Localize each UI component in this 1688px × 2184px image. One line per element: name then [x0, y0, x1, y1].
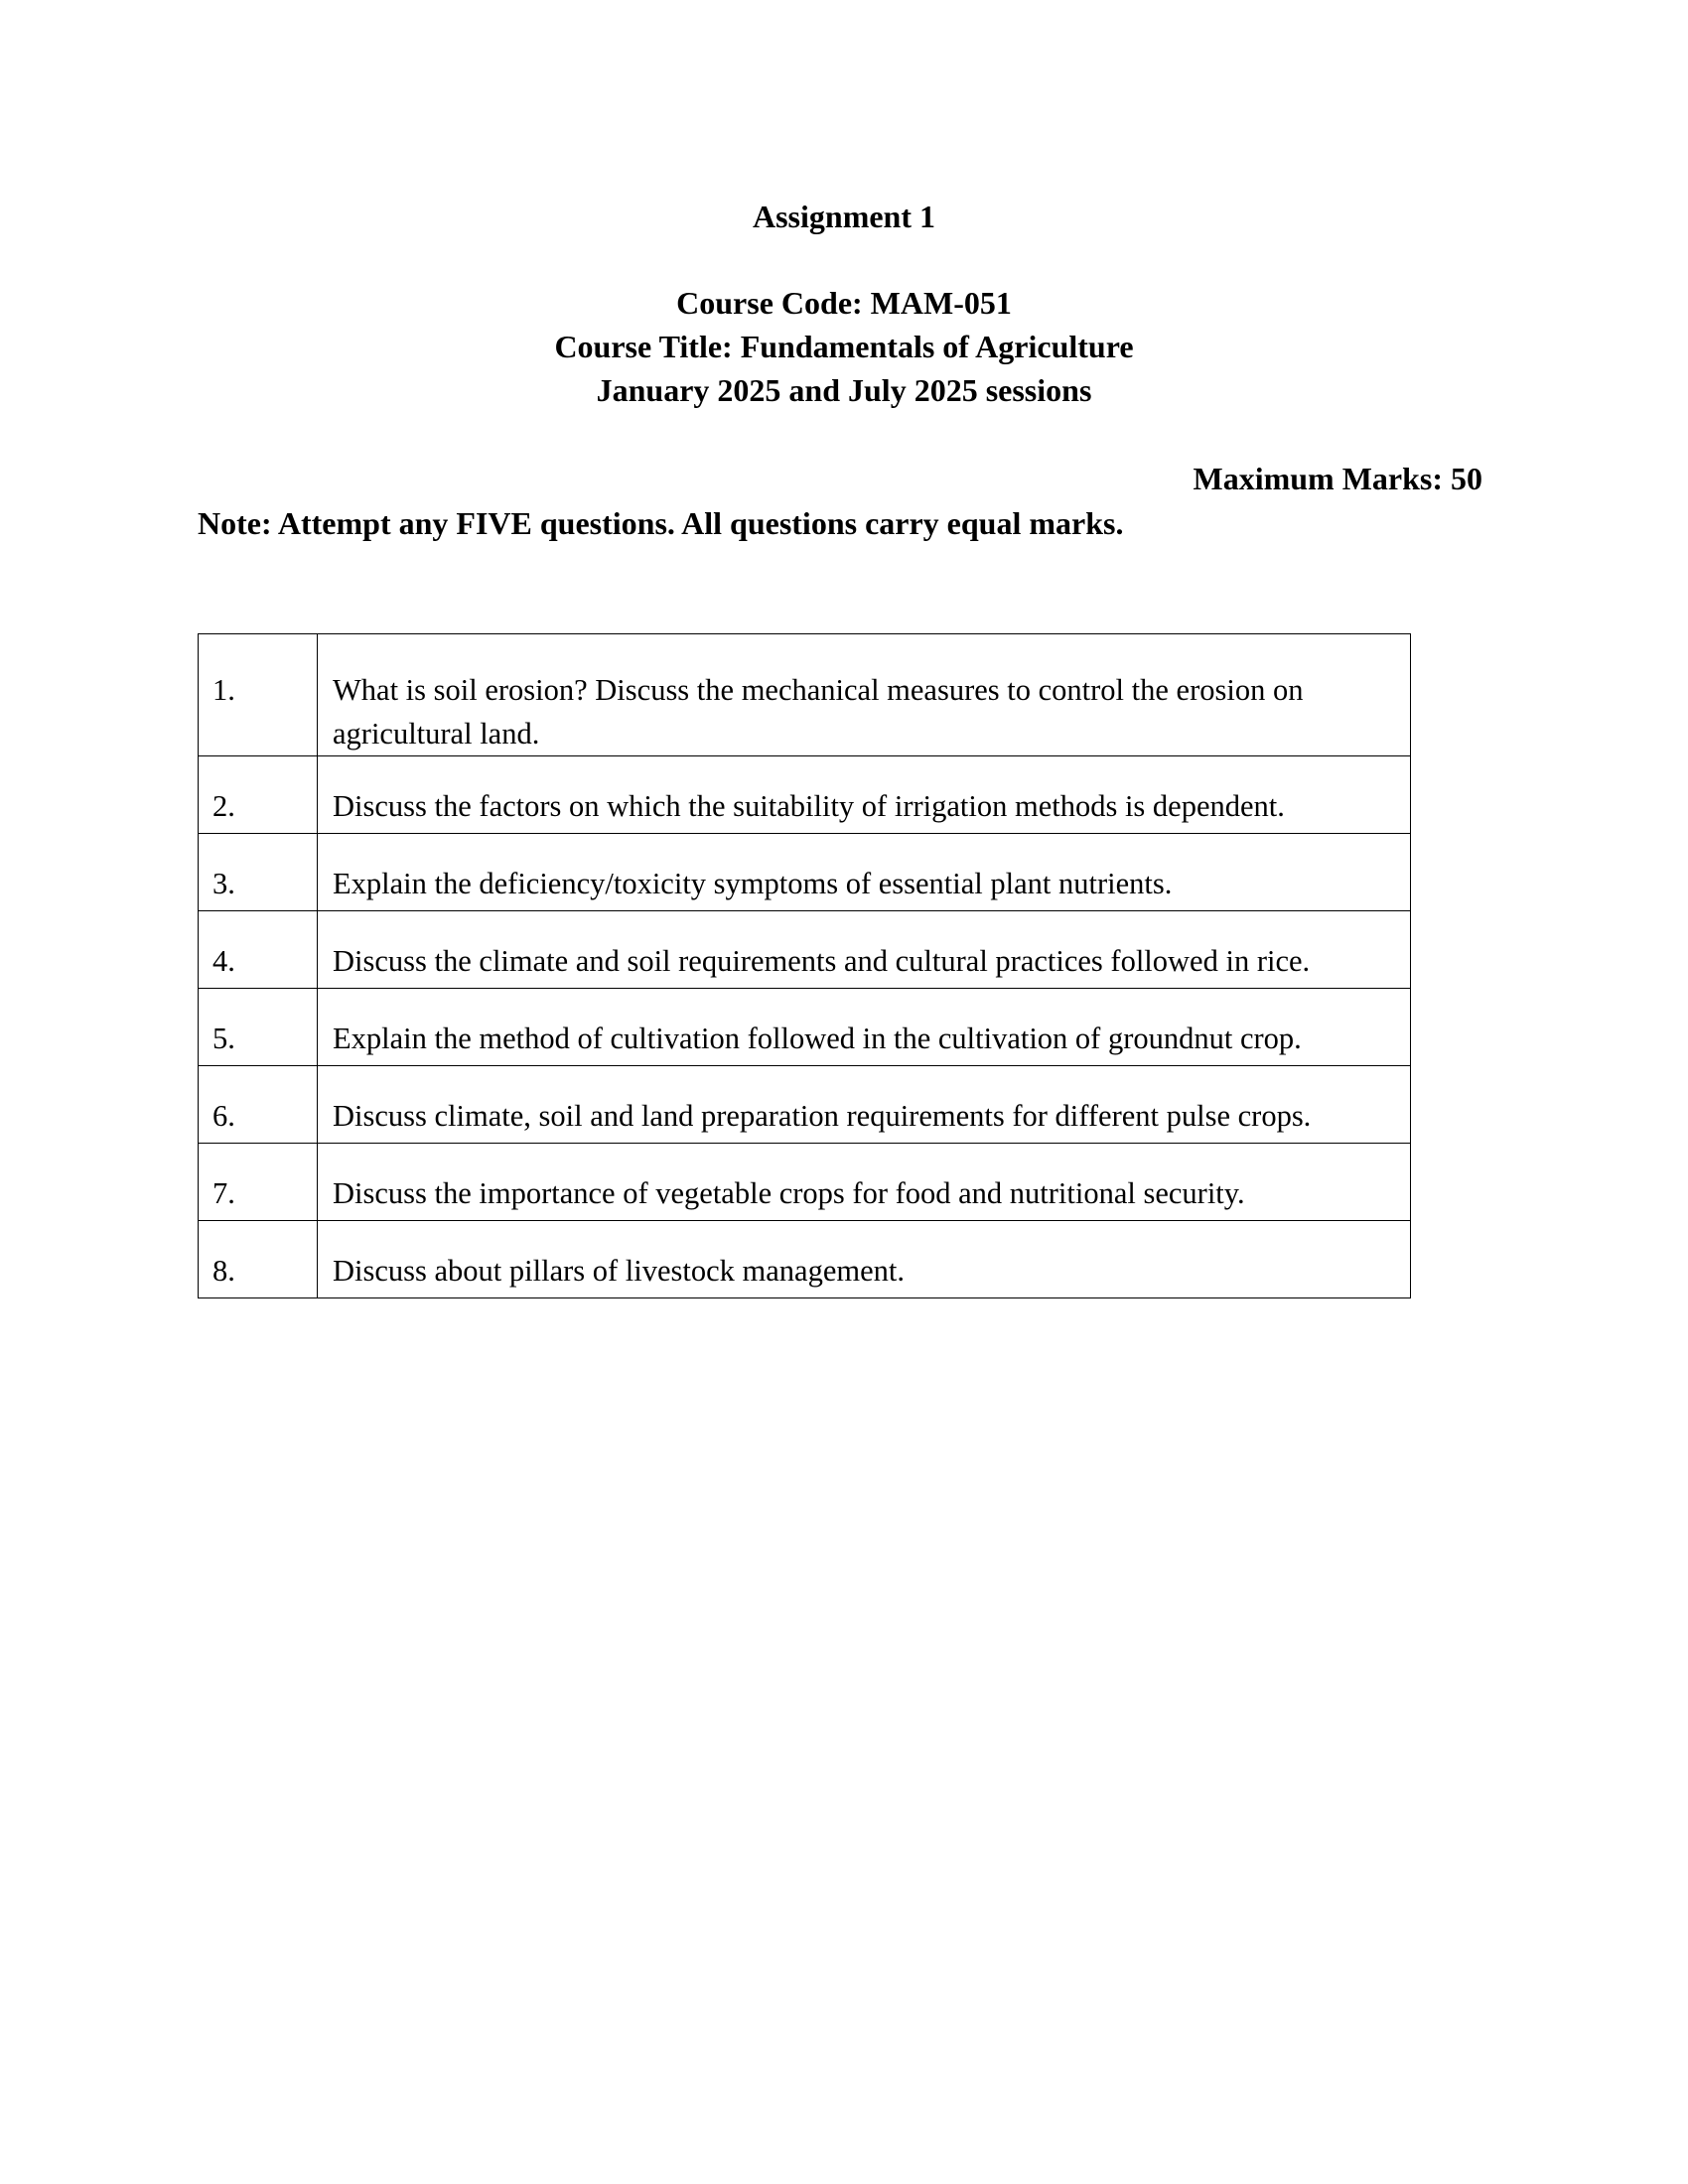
question-row — [199, 834, 1411, 911]
question-number: 4. — [199, 911, 318, 989]
question-text: Explain the deficiency/toxicity symptoms of essential plant nutrients. — [318, 834, 1411, 911]
question-text: What is soil erosion? Discuss the mechanical measures to control the erosion on agricultural land. — [318, 634, 1411, 756]
question-text: Discuss the importance of vegetable crops for food and nutritional security. — [318, 1144, 1411, 1221]
question-number: 1. — [199, 634, 318, 756]
question-number: 7. — [199, 1144, 318, 1221]
question-row — [199, 756, 1411, 834]
question-text: Discuss the climate and soil requirements and cultural practices followed in rice. — [318, 911, 1411, 989]
question-row — [199, 1144, 1411, 1221]
maximum-marks: Maximum Marks: 50 — [1193, 461, 1482, 496]
question-number: 5. — [199, 989, 318, 1066]
instructions-note: Note: Attempt any FIVE questions. All questions carry equal marks. — [198, 505, 1124, 541]
question-number: 6. — [199, 1066, 318, 1144]
question-row — [199, 634, 1411, 756]
sessions-line: January 2025 and July 2025 sessions — [596, 372, 1092, 408]
question-text: Discuss the factors on which the suitability of irrigation methods is dependent. — [318, 756, 1411, 834]
course-code: Course Code: MAM-051 — [676, 285, 1012, 321]
question-text: Discuss climate, soil and land preparation requirements for different pulse crops. — [318, 1066, 1411, 1144]
question-row — [199, 911, 1411, 989]
question-text: Discuss about pillars of livestock management. — [318, 1221, 1411, 1298]
questions-table — [198, 633, 1411, 1298]
question-number: 3. — [199, 834, 318, 911]
question-text: Explain the method of cultivation followed in the cultivation of groundnut crop. — [318, 989, 1411, 1066]
course-title: Course Title: Fundamentals of Agriculture — [554, 329, 1134, 364]
question-number: 2. — [199, 756, 318, 834]
question-row — [199, 1066, 1411, 1144]
question-row — [199, 1221, 1411, 1298]
assignment-title: Assignment 1 — [752, 199, 935, 234]
question-row — [199, 989, 1411, 1066]
question-number: 8. — [199, 1221, 318, 1298]
